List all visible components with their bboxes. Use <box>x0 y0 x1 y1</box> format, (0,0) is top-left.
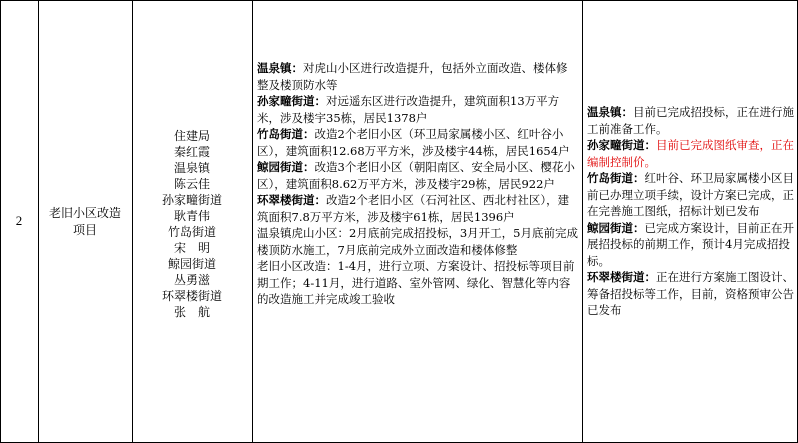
plan-text: 改造3个老旧小区（朝阳南区、安全局小区、樱花小区），建筑面积8.62万平方米，涉及楼宇29栋，居民922户 <box>257 160 575 191</box>
leader-line: 鲸园街道 <box>167 256 216 271</box>
leader-line: 环翠楼街道 <box>161 288 222 303</box>
progress-label: 竹岛街道： <box>587 171 645 185</box>
leader-line: 竹岛街道 <box>167 224 216 239</box>
leader-line: 丛勇滋 <box>173 272 210 287</box>
plan-paragraph <box>257 225 578 258</box>
plan-label: 竹岛街道： <box>257 127 315 141</box>
plan-paragraph <box>257 192 578 225</box>
leader-line: 住建局 <box>173 128 210 143</box>
progress-paragraph <box>587 220 794 270</box>
progress-text: 正在进行方案施工图设计、筹备招投标等工作，目前，资格预审公告已发布 <box>587 270 794 317</box>
plan-paragraph <box>257 159 578 192</box>
plan-paragraph <box>257 60 578 93</box>
row-number: 2 <box>15 213 23 229</box>
leader-line: 耿青伟 <box>173 208 210 223</box>
work-plan-cell <box>252 60 582 308</box>
plan-label: 鲸园街道： <box>257 160 315 174</box>
progress-paragraph <box>587 104 794 137</box>
progress-label: 环翠楼街道： <box>587 270 656 284</box>
leader-line: 温泉镇 <box>173 160 210 175</box>
progress-label: 温泉镇： <box>587 105 633 119</box>
progress-label: 鲸园街道： <box>587 220 645 235</box>
responsible-units <box>132 0 252 443</box>
progress-label: 孙家疃街道： <box>587 138 656 152</box>
plan-text: 改造2个老旧小区（环卫局家属楼小区、红叶谷小区），建筑面积12.68万平方米，涉及楼宇44栋，居民1654户 <box>257 127 570 158</box>
progress-paragraph <box>587 170 794 220</box>
progress-text: 已完成方案设计，目前正在开展招投标的前期工作，预计4月完成招投标。 <box>587 220 794 268</box>
plan-paragraph <box>257 93 578 126</box>
progress-cell <box>582 104 798 319</box>
plan-text: 温泉镇虎山小区：2月底前完成招投标，3月开工，5月底前完成楼顶防水施工，7月底前完成外立面改造和楼体修整 <box>257 226 578 257</box>
plan-text: 对虎山小区进行改造提升，包括外立面改造、楼体修整及楼顶防水等 <box>257 61 568 92</box>
plan-text: 对远遥东区进行改造提升，建筑面积13万平方米，涉及楼宇35栋，居民1378户 <box>257 94 560 125</box>
progress-highlight-text: 目前已完成图纸审查，正在编制控制价。 <box>587 138 794 169</box>
plan-text: 老旧小区改造：1-4月，进行立项、方案设计、招投标等项目前期工作；4-11月，进行道路、室外管网、绿化、智慧化等内容的改造施工并完成竣工验收 <box>257 259 575 306</box>
plan-text: 改造2个老旧小区（石河社区、西北村社区），建筑面积7.8万平方米，涉及楼宇61栋，居民1396户 <box>257 193 570 224</box>
progress-text: 红叶谷、环卫局家属楼小区目前已办理立项手续，设计方案已完成，正在完善施工图纸，招标计划已发布 <box>587 171 794 218</box>
leader-line: 陈云佳 <box>173 176 210 191</box>
plan-paragraph <box>257 126 578 159</box>
progress-paragraph <box>587 269 794 319</box>
leader-line: 宋 明 <box>173 240 210 255</box>
leader-line: 张 航 <box>173 304 210 319</box>
plan-label: 孙家疃街道： <box>257 94 326 108</box>
plan-label: 温泉镇： <box>257 61 303 75</box>
leader-line: 秦红霞 <box>173 144 210 159</box>
plan-paragraph <box>257 258 578 308</box>
progress-paragraph <box>587 137 794 170</box>
leader-line: 孙家疃街道 <box>161 192 222 207</box>
progress-text: 目前已完成招投标，正在进行施工前准备工作。 <box>587 105 794 136</box>
plan-label: 环翠楼街道： <box>257 193 326 207</box>
project-name: 老旧小区改造项目 <box>48 205 121 237</box>
